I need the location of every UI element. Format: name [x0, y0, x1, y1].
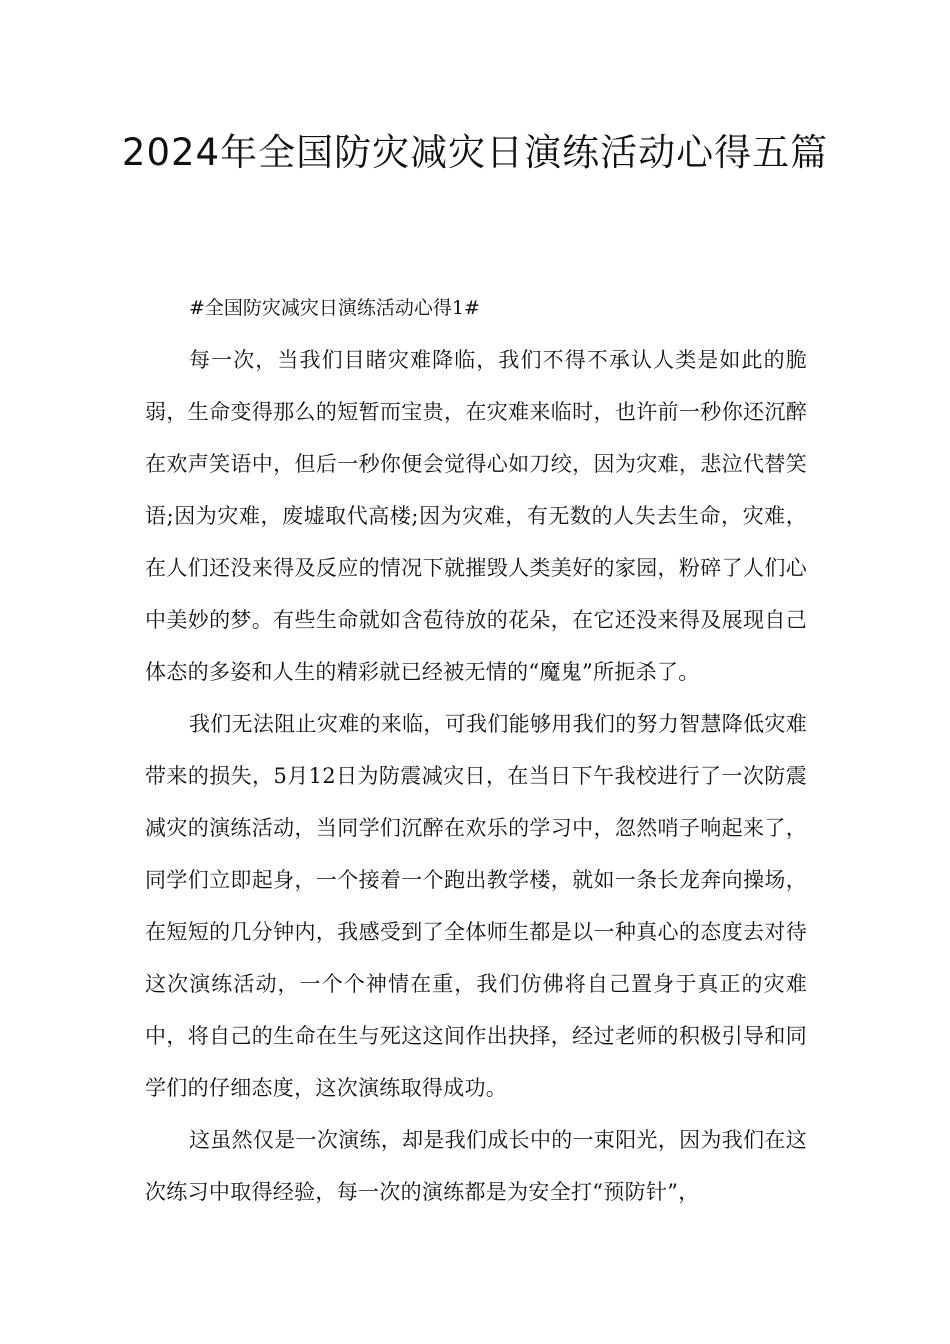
paragraph-3: 这虽然仅是一次演练，却是我们成长中的一束阳光，因为我们在这次练习中取得经验，每一次的演练都是为安全打“预防针”，: [145, 1128, 807, 1204]
paragraph-2: 我们无法阻止灾难的来临，可我们能够用我们的努力智慧降低灾难带来的损失，5月12日为防震减灾日，在当日下午我校进行了一次防震减灾的演练活动，当同学们沉醉在欢乐的学习中，忽然哨子响起来了，同学们立即起身，一个接着一个跑出教学楼，就如一条长龙奔向操场，在短短的几分钟内，我感受到了全体师生都是以一种真心的态度去对待这次演练活动，一个个神情在重，我们仿佛将自己置身于真正的灾难中，将自己的生命在生与死这这间作出抉择，经过老师的积极引导和同学们的仔细态度，这次演练取得成功。: [145, 712, 807, 1100]
document-title: 2024年全国防灾减灾日演练活动心得五篇: [121, 131, 829, 174]
paragraph-1: 每一次，当我们目睹灾难降临，我们不得不承认人类是如此的脆弱，生命变得那么的短暂而宝贵，在灾难来临时，也许前一秒你还沉醉在欢声笑语中，但后一秒你便会觉得心如刀绞，因为灾难，悲泣代替笑语;因为灾难，废墟取代高楼;因为灾难，有无数的人失去生命，灾难，在人们还没来得及反应的情况下就摧毁人类美好的家园，粉碎了人们心中美妙的梦。有些生命就如含苞待放的花朵，在它还没来得及展现自己体态的多姿和人生的精彩就已经被无情的“魔鬼”所扼杀了。: [145, 348, 807, 684]
section-heading: #全国防灾减灾日演练活动心得1#: [189, 297, 480, 319]
document-body: [145, 282, 807, 1218]
